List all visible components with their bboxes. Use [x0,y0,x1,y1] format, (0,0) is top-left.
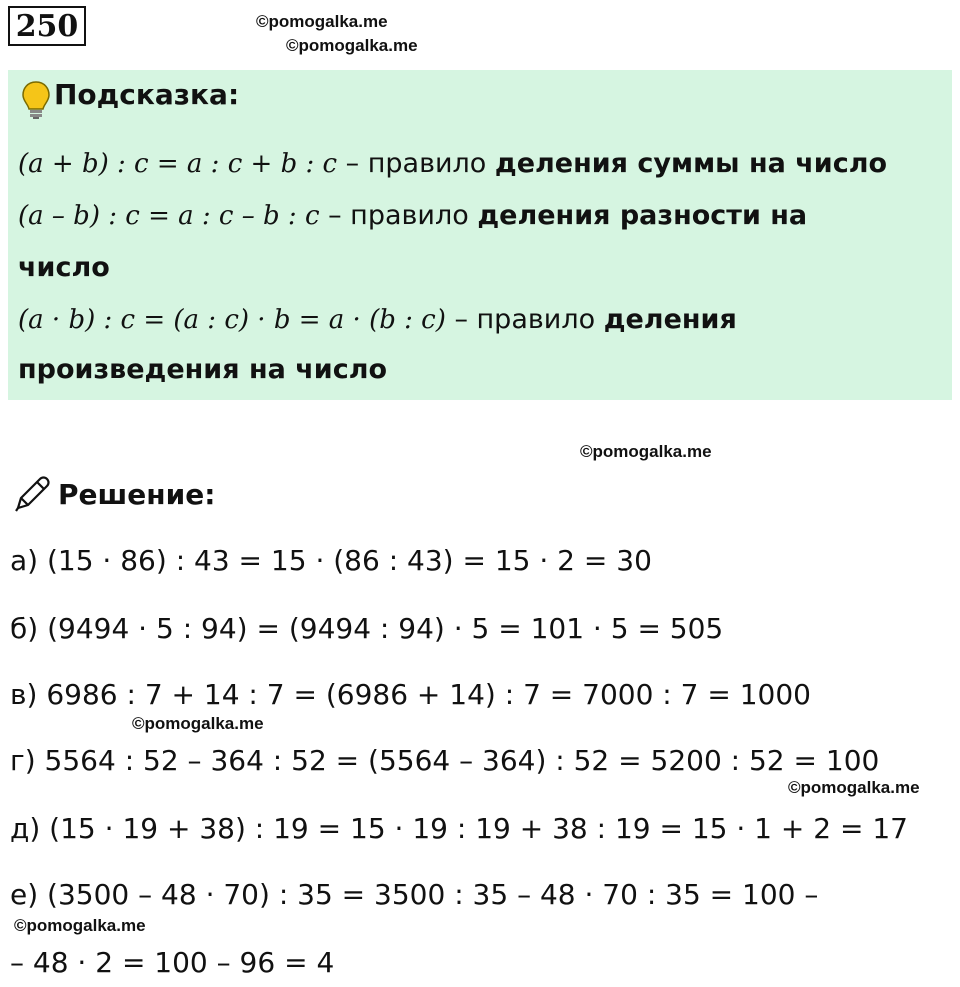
solution-title: Решение: [58,478,216,511]
hint-rule-2 [18,200,807,231]
lightbulb-icon [20,80,52,120]
solution-line-e: е) (3500 – 48 · 70) : 35 = 3500 : 35 – 48 · 70 : 35 = 100 – [10,878,819,911]
rule-text: – правило [445,304,604,335]
rule-name: деления [603,304,737,335]
solution-line-a: а) (15 · 86) : 43 = 15 · (86 : 43) = 15 · 2 = 30 [10,544,652,577]
rule-text: – правило [319,200,478,231]
rule-name: деления суммы на число [494,148,888,179]
watermark: ©pomogalka.me [14,916,146,935]
solution-line-b: б) (9494 · 5 : 94) = (9494 : 94) · 5 = 101 · 5 = 505 [10,612,724,645]
hint-rule-3 [18,304,737,335]
solution-line-e-cont: – 48 · 2 = 100 – 96 = 4 [10,946,335,979]
watermark: ©pomogalka.me [132,714,264,733]
watermark: ©pomogalka.me [788,778,920,797]
watermark: ©pomogalka.me [580,442,712,461]
hint-box [8,70,952,400]
task-number: 250 [8,6,86,46]
solution-line-d: д) (15 · 19 + 38) : 19 = 15 · 19 : 19 + 38 : 19 = 15 · 1 + 2 = 17 [10,812,908,845]
pencil-icon [12,474,52,514]
hint-rule-2-cont: число [18,252,110,283]
rule-text: – правило [337,148,495,179]
formula: (a + b) : c = a : c + b : c [18,149,338,179]
rule-name: деления разности на [477,200,808,231]
formula: (a – b) : c = a : c – b : c [18,201,320,231]
watermark: ©pomogalka.me [286,36,418,55]
hint-rule-1 [18,148,887,179]
formula: (a · b) : c = (a : c) · b = a · (b : c) [18,305,446,335]
solution-line-g: г) 5564 : 52 – 364 : 52 = (5564 – 364) : 52 = 5200 : 52 = 100 [10,744,880,777]
watermark: ©pomogalka.me [256,12,388,31]
hint-title: Подсказка: [54,78,240,111]
hint-rule-3-cont: произведения на число [18,354,388,385]
solution-line-v: в) 6986 : 7 + 14 : 7 = (6986 + 14) : 7 = 7000 : 7 = 1000 [10,678,811,711]
